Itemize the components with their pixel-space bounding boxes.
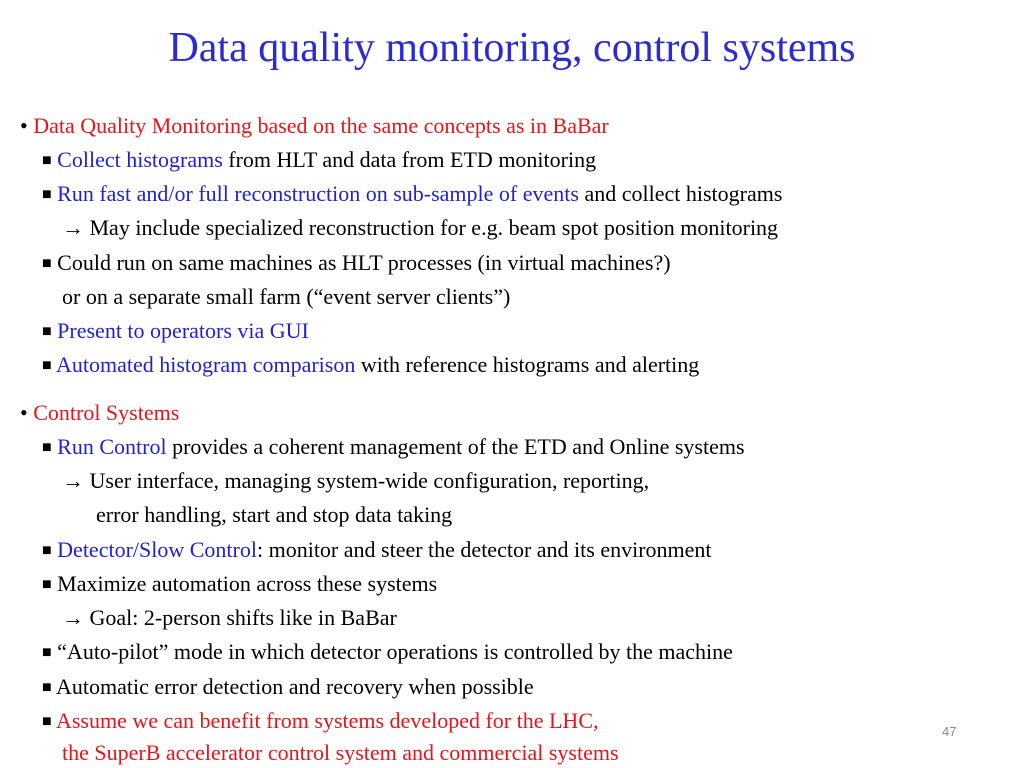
square-bullet-icon: ■	[42, 576, 52, 593]
comparison-highlight: Automated histogram comparison	[55, 352, 356, 377]
comparison-text: with reference histograms and alerting	[355, 352, 700, 377]
run-control-highlight: Run Control	[57, 434, 167, 459]
error-handling-text: error handling, start and stop data taking	[96, 502, 453, 527]
machines-text: Could run on same machines as HLT processes (in virtual machines?)	[57, 250, 671, 275]
right-arrow-icon: →	[62, 468, 84, 493]
continuation-superb	[62, 738, 619, 768]
square-bullet-icon: ■	[42, 323, 52, 340]
right-arrow-icon: →	[62, 215, 84, 240]
dqm-heading: Data Quality Monitoring based on the same concepts as in BaBar	[33, 113, 609, 138]
square-bullet-icon: ■	[42, 679, 52, 696]
farm-text: or on a separate small farm (“event server clients”)	[62, 284, 511, 309]
subbullet-comparison	[42, 350, 699, 383]
lhc-text: Assume we can benefit from systems developed for the LHC,	[55, 708, 599, 733]
subbullet-autopilot	[42, 637, 733, 670]
error-detection-text: Automatic error detection and recovery when possible	[55, 674, 534, 699]
subbullet-collect	[42, 145, 596, 178]
bullet-dqm	[20, 111, 609, 141]
square-bullet-icon: ■	[42, 439, 52, 456]
square-bullet-icon: ■	[42, 542, 52, 559]
run-control-text: provides a coherent management of the ETD and Online systems	[166, 434, 745, 459]
collect-histograms-highlight: Collect histograms	[57, 147, 223, 172]
user-interface-text: User interface, managing system-wide configuration, reporting,	[89, 468, 650, 493]
control-systems-heading: Control Systems	[33, 400, 180, 425]
superb-text: the SuperB accelerator control system and commercial systems	[62, 740, 619, 765]
slow-control-text: : monitor and steer the detector and its environment	[256, 537, 712, 562]
continuation-error-handling	[96, 500, 452, 530]
subbullet-gui	[42, 316, 309, 349]
bullet-dot-icon: •	[20, 400, 28, 425]
automation-text: Maximize automation across these systems	[57, 571, 438, 596]
slide-title: Data quality monitoring, control systems	[168, 25, 856, 71]
slow-control-highlight: Detector/Slow Control	[57, 537, 257, 562]
square-bullet-icon: ■	[42, 152, 52, 169]
subbullet-automation	[42, 569, 437, 602]
page-number: 47	[942, 724, 957, 739]
continuation-farm	[62, 282, 510, 312]
subbullet-lhc	[42, 706, 599, 739]
beam-spot-text: May include specialized reconstruction for e.g. beam spot position monitoring	[89, 215, 779, 240]
right-arrow-icon: →	[62, 605, 84, 630]
gui-highlight: Present to operators via GUI	[57, 318, 309, 343]
subbullet-reconstruction	[42, 179, 782, 212]
subbullet-error-detection	[42, 672, 534, 705]
square-bullet-icon: ■	[42, 186, 52, 203]
goal-text: Goal: 2-person shifts like in BaBar	[89, 605, 397, 630]
reconstruction-text: and collect histograms	[578, 181, 783, 206]
subbullet-run-control	[42, 432, 745, 465]
square-bullet-icon: ■	[42, 357, 52, 374]
arrow-item-beam-spot	[62, 213, 778, 243]
subbullet-machines	[42, 248, 671, 281]
square-bullet-icon: ■	[42, 713, 52, 730]
collect-histograms-text: from HLT and data from ETD monitoring	[222, 147, 597, 172]
bullet-dot-icon: •	[20, 113, 28, 138]
square-bullet-icon: ■	[42, 644, 52, 661]
reconstruction-highlight: Run fast and/or full reconstruction on sub-sample of events	[57, 181, 579, 206]
arrow-item-user-interface	[62, 466, 649, 496]
autopilot-text: “Auto-pilot” mode in which detector operations is controlled by the machine	[57, 639, 733, 664]
square-bullet-icon: ■	[42, 255, 52, 272]
arrow-item-goal	[62, 603, 397, 633]
bullet-control-systems	[20, 398, 179, 428]
subbullet-slow-control	[42, 535, 712, 568]
